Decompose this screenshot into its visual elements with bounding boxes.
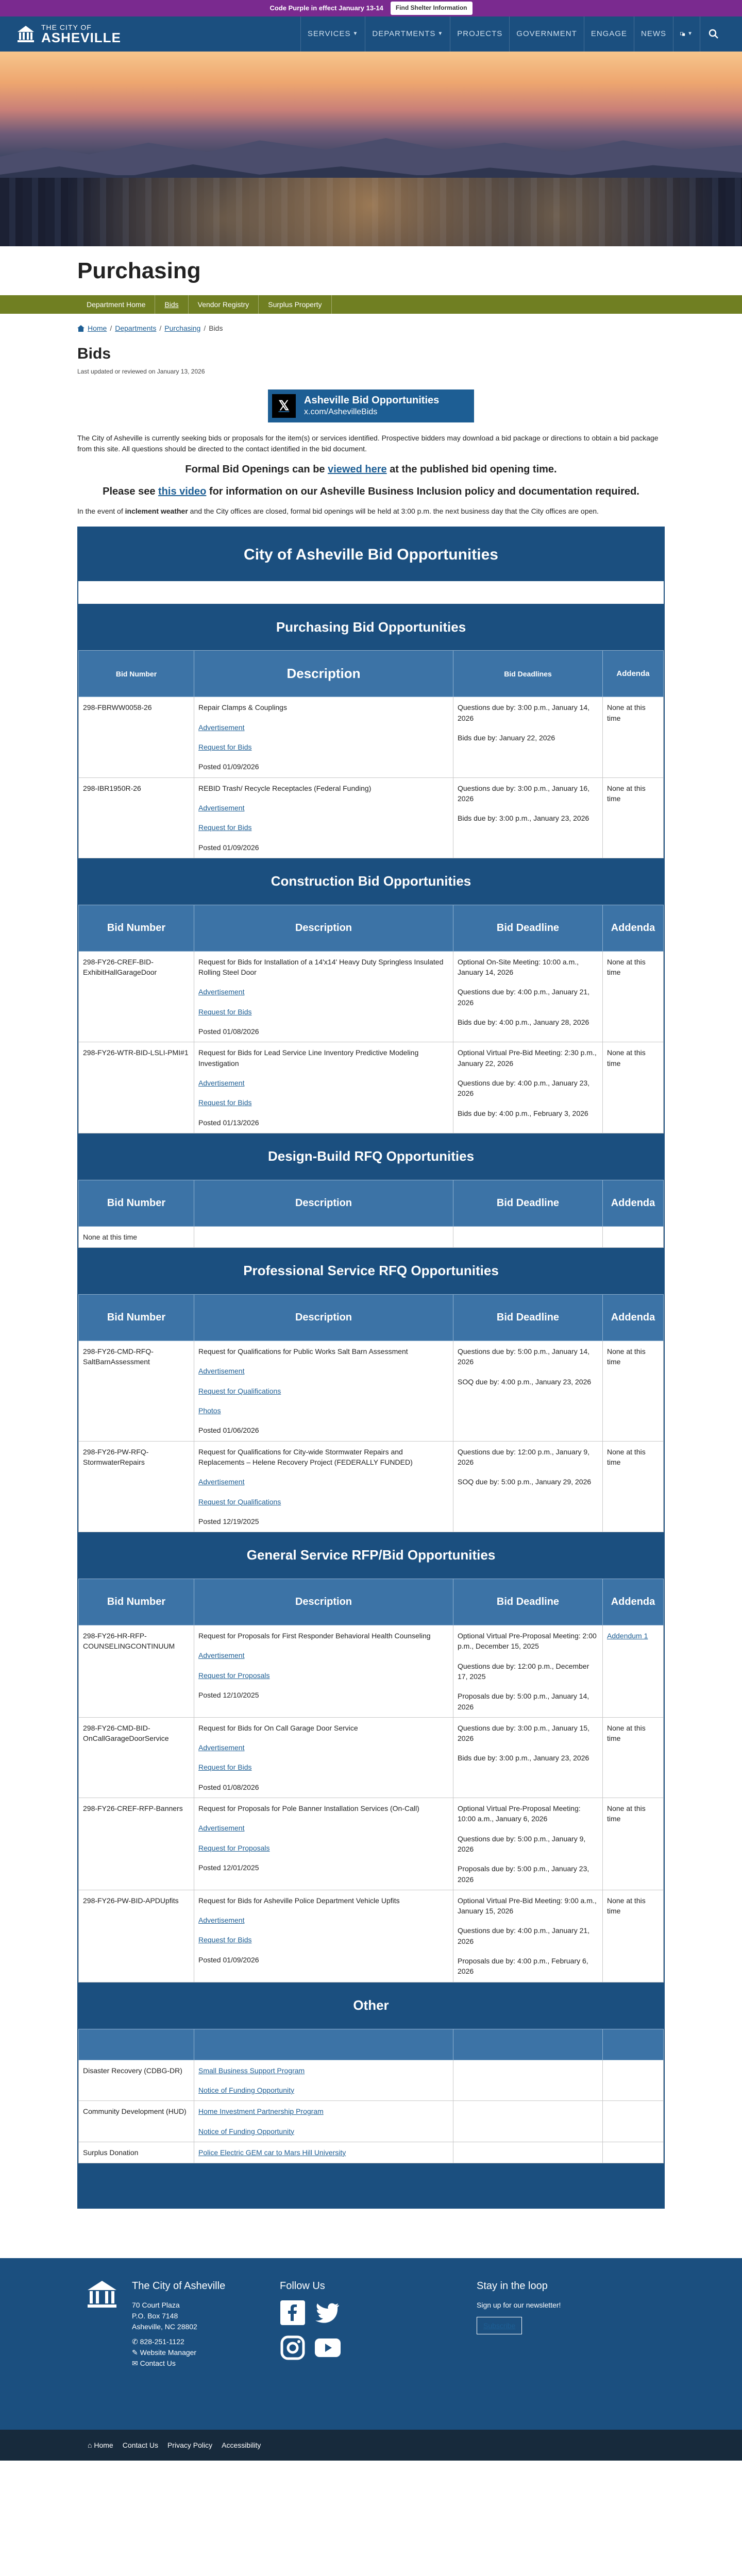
other-links (194, 2142, 453, 2163)
document-link[interactable]: Request for Bids (198, 743, 252, 752)
other-label: Disaster Recovery (CDBG-DR) (79, 2060, 194, 2101)
search-button[interactable] (700, 16, 727, 52)
banner-title: Asheville Bid Opportunities (304, 394, 440, 406)
footer-website-manager[interactable]: ✎ Website Manager (132, 2348, 197, 2357)
translate-button[interactable] (673, 16, 700, 52)
posted-date: Posted 01/08/2026 (198, 1783, 259, 1791)
search-icon (709, 29, 719, 39)
column-header: Bid Number (79, 651, 194, 697)
table-row (79, 1042, 664, 1133)
deadline-text: Questions due by: 5:00 p.m., January 9, 2026 (458, 1834, 586, 1853)
column-header: Description (194, 1579, 453, 1625)
column-header: Description (194, 651, 453, 697)
bid-description (194, 1717, 453, 1798)
deadline-text: Bids due by: 4:00 p.m., February 3, 2026 (458, 1109, 588, 1117)
nav-services-label: SERVICES (307, 29, 351, 39)
column-header: Bid Deadline (453, 1579, 603, 1625)
document-link[interactable]: Request for Proposals (198, 1671, 270, 1680)
this-video-link[interactable]: this video (158, 486, 207, 498)
document-link[interactable]: Request for Bids (198, 823, 252, 832)
nav-departments-label: DEPARTMENTS (372, 29, 436, 39)
bid-addenda: None at this time (603, 1042, 664, 1133)
logo-line1: THE CITY OF (41, 23, 92, 31)
document-link[interactable]: Request for Bids (198, 1007, 252, 1016)
page-title-bar (0, 246, 742, 295)
document-link[interactable]: Advertisement (198, 723, 245, 732)
deadline-text: Questions due by: 12:00 p.m., December 17, 2025 (458, 1662, 589, 1681)
column-header: Description (194, 1295, 453, 1341)
description-text: Request for Proposals for First Responder Behavioral Health Counseling (198, 1632, 431, 1640)
deadline-text: SOQ due by: 4:00 p.m., January 23, 2026 (458, 1377, 592, 1386)
document-link[interactable]: Photos (198, 1406, 221, 1415)
empty-cell (453, 2142, 603, 2163)
bid-openings-line: Formal Bid Openings can be viewed here at the published bid opening time. (185, 464, 557, 476)
section-title: Design-Build RFQ Opportunities (78, 1133, 664, 1180)
phone-icon: ✆ (132, 2337, 140, 2346)
footer-address-3: Asheville, NC 28802 (132, 2323, 197, 2331)
bid-deadlines (453, 951, 603, 1042)
facebook-icon[interactable] (280, 2300, 306, 2326)
logo-line2: ASHEVILLE (41, 30, 121, 45)
column-header: Bid Number (79, 1180, 194, 1226)
document-link[interactable]: Advertisement (198, 1367, 245, 1376)
deadline-text: Questions due by: 4:00 p.m., January 23, 2026 (458, 1078, 590, 1098)
bid-description (194, 1042, 453, 1133)
bid-number: 298-FY26-WTR-BID-LSLI-PMI#1 (79, 1042, 194, 1133)
document-link[interactable]: Request for Proposals (198, 1843, 270, 1852)
subnav-bids[interactable]: Bids (155, 295, 188, 314)
banner-handle: x.com/AshevilleBids (304, 407, 378, 416)
page-heading: Bids (77, 345, 111, 363)
posted-date: Posted 01/13/2026 (198, 1118, 259, 1127)
document-link[interactable]: Advertisement (198, 1078, 245, 1087)
bid-deadlines (453, 1625, 603, 1718)
board-title: City of Asheville Bid Opportunities (78, 528, 664, 581)
weather-notice: In the event of inclement weather and the City offices are closed, formal bid openings will be held at 3:00 p.m. the next business day that the City offices are open. (77, 507, 599, 516)
twitter-icon[interactable] (315, 2300, 341, 2326)
youtube-icon[interactable] (315, 2335, 341, 2361)
description-text: Request for Bids for Asheville Police Department Vehicle Upfits (198, 1896, 400, 1905)
bid-description (194, 1441, 453, 1532)
section-title: Construction Bid Opportunities (78, 858, 664, 905)
section-title: Purchasing Bid Opportunities (78, 604, 664, 650)
nav-departments[interactable] (365, 16, 450, 52)
table-row (79, 697, 664, 777)
pencil-icon: ✎ (132, 2348, 140, 2357)
document-link[interactable]: Request for Bids (198, 1936, 252, 1944)
table-row (79, 2060, 664, 2101)
top-navigation (0, 16, 742, 52)
subnav-surplus-property[interactable]: Surplus Property (259, 295, 331, 314)
column-header: Addenda (603, 905, 664, 951)
bid-deadlines (453, 1341, 603, 1441)
nav-news[interactable]: NEWS (634, 16, 673, 52)
bid-number: 298-IBR1950R-26 (79, 777, 194, 858)
document-link[interactable]: Request for Bids (198, 1763, 252, 1772)
column-header: Bid Number (79, 1579, 194, 1625)
breadcrumb-current: Bids (209, 324, 223, 332)
main-content (77, 314, 665, 2209)
deadline-text: Optional Virtual Pre-Proposal Meeting: 2:00 p.m., December 15, 2025 (458, 1632, 597, 1651)
bid-deadlines (453, 697, 603, 777)
bid-description (194, 1341, 453, 1441)
column-header: Addenda (603, 1579, 664, 1625)
deadline-text: Questions due by: 12:00 p.m., January 9, 2026 (458, 1447, 590, 1466)
breadcrumb-home[interactable]: Home (88, 324, 107, 332)
bottom-bar (0, 2430, 742, 2461)
table-row (79, 777, 664, 858)
deadline-text: Questions due by: 5:00 p.m., January 14, 2026 (458, 1347, 590, 1366)
document-link[interactable]: Request for Qualifications (198, 1497, 281, 1506)
empty-cell (603, 2142, 664, 2163)
bid-description (194, 1890, 453, 1982)
deadline-text: Bids due by: 3:00 p.m., January 23, 2026 (458, 1754, 589, 1762)
column-header: Bid Deadline (453, 1295, 603, 1341)
description-text: Request for Qualifications for Public Works Salt Barn Assessment (198, 1347, 408, 1356)
chevron-down-icon: ▼ (352, 30, 359, 37)
newsletter-text: Sign up for our newsletter! (477, 2301, 561, 2310)
mail-icon: ✉ (132, 2359, 140, 2368)
deadline-text: Questions due by: 4:00 p.m., January 21, 2026 (458, 988, 590, 1007)
table-row (79, 1226, 664, 1247)
document-link[interactable]: Request for Qualifications (198, 1386, 281, 1395)
empty-cell (603, 2101, 664, 2142)
other-links (194, 2060, 453, 2101)
deadline-text: Proposals due by: 4:00 p.m., February 6, 2026 (458, 1957, 588, 1976)
bid-addenda: None at this time (603, 1717, 664, 1798)
translate-icon (680, 29, 685, 39)
deadline-text: Questions due by: 3:00 p.m., January 14, 2026 (458, 703, 590, 722)
bid-addenda (603, 1226, 664, 1247)
column-header: Bid Deadline (453, 905, 603, 951)
deadline-text: Proposals due by: 5:00 p.m., January 23, 2026 (458, 1865, 589, 1884)
table-row (79, 951, 664, 1042)
deadline-text: Proposals due by: 5:00 p.m., January 14, 2026 (458, 1692, 589, 1711)
document-link[interactable]: Police Electric GEM car to Mars Hill University (198, 2148, 346, 2157)
section-title: Professional Service RFQ Opportunities (78, 1248, 664, 1294)
deadline-text: Questions due by: 4:00 p.m., January 21, 2026 (458, 1926, 590, 1945)
table-row (79, 2142, 664, 2163)
addendum-link[interactable]: Addendum 1 (607, 1632, 648, 1640)
department-subnav (0, 295, 742, 314)
column-header: Addenda (603, 651, 664, 697)
bid-number: 298-FBRWW0058-26 (79, 697, 194, 777)
nav-engage[interactable]: ENGAGE (584, 16, 634, 52)
deadline-text: Questions due by: 3:00 p.m., January 15, 2026 (458, 1723, 590, 1743)
bid-addenda: None at this time (603, 1890, 664, 1982)
breadcrumb: Home / Departments / Purchasing / Bids (77, 323, 665, 333)
section-title: General Service RFP/Bid Opportunities (78, 1532, 664, 1579)
city-seal-icon (15, 24, 36, 44)
description-text: Request for Proposals for Pole Banner Installation Services (On-Call) (198, 1804, 419, 1813)
document-link[interactable]: Advertisement (198, 988, 245, 996)
posted-date: Posted 12/19/2025 (198, 1517, 259, 1526)
page-title: Purchasing (77, 258, 201, 283)
nav-services[interactable] (300, 16, 365, 52)
viewed-here-link[interactable]: viewed here (328, 464, 387, 476)
empty-cell (603, 2060, 664, 2101)
shelter-info-button[interactable]: Find Shelter Information (391, 2, 473, 14)
table-row (79, 2101, 664, 2142)
bid-table (78, 650, 664, 858)
bid-description (194, 1226, 453, 1247)
column-header: Description (194, 905, 453, 951)
bid-number: 298-FY26-HR-RFP-COUNSELINGCONTINUUM (79, 1625, 194, 1718)
site-footer (0, 2258, 742, 2430)
bid-description (194, 1625, 453, 1718)
bid-addenda: None at this time (603, 1441, 664, 1532)
table-row (79, 1341, 664, 1441)
city-logo[interactable] (15, 24, 121, 44)
subscribe-button[interactable]: Subscribe (477, 2317, 522, 2334)
deadline-text: Optional Virtual Pre-Bid Meeting: 2:30 p.m., January 22, 2026 (458, 1048, 597, 1067)
document-link[interactable]: Notice of Funding Opportunity (198, 2086, 294, 2094)
bid-number: 298-FY26-CMD-RFQ-SaltBarnAssessment (79, 1341, 194, 1441)
other-title: Other (78, 1982, 664, 2029)
footer-address-2: P.O. Box 7148 (132, 2312, 178, 2320)
document-link[interactable]: Home Investment Partnership Program (198, 2107, 324, 2116)
bottom-privacy[interactable]: Privacy Policy (167, 2441, 213, 2449)
other-table (78, 2029, 664, 2163)
other-label: Surplus Donation (79, 2142, 194, 2163)
bid-number: 298-FY26-CREF-BID-ExhibitHallGarageDoor (79, 951, 194, 1042)
intro-text: The City of Asheville is currently seeking bids or proposals for the item(s) or services identified. Prospective bidders may download a bid package or directions to obtain a bid package from this site. All questions should be directed to the contact identified in the bid document. (77, 434, 659, 453)
document-link[interactable]: Small Business Support Program (198, 2066, 305, 2075)
bid-deadlines (453, 1717, 603, 1798)
posted-date: Posted 01/09/2026 (198, 843, 259, 852)
city-seal-icon (85, 2279, 120, 2310)
bid-addenda (603, 1625, 664, 1718)
last-updated: Last updated or reviewed on January 13, 2026 (77, 367, 205, 375)
bid-deadlines (453, 1798, 603, 1890)
description-text: Repair Clamps & Couplings (198, 703, 287, 712)
table-row (79, 1798, 664, 1890)
column-header: Bid Deadlines (453, 651, 603, 697)
subnav-department-home[interactable]: Department Home (77, 295, 155, 314)
breadcrumb-departments[interactable]: Departments (115, 324, 157, 332)
bid-description (194, 1798, 453, 1890)
bid-table (78, 905, 664, 1133)
hero-image (0, 52, 742, 246)
bid-table (78, 1294, 664, 1532)
alert-text: Code Purple in effect January 13-14 (269, 4, 383, 12)
posted-date: Posted 01/09/2026 (198, 762, 259, 771)
document-link[interactable]: Notice of Funding Opportunity (198, 2127, 294, 2136)
document-link[interactable]: Advertisement (198, 1478, 245, 1486)
bid-deadlines (453, 1890, 603, 1982)
bid-addenda: None at this time (603, 697, 664, 777)
posted-date: Posted 01/08/2026 (198, 1027, 259, 1036)
description-text: Request for Bids for Lead Service Line Inventory Predictive Modeling Investigation (198, 1048, 419, 1067)
bid-table (78, 1579, 664, 1982)
bid-number: 298-FY26-CREF-RFP-Banners (79, 1798, 194, 1890)
other-links (194, 2101, 453, 2142)
deadline-text: Optional Virtual Pre-Proposal Meeting: 10:00 a.m., January 6, 2026 (458, 1804, 581, 1823)
x-logo-icon: 𝕏 (272, 394, 296, 418)
document-link[interactable]: Advertisement (198, 803, 245, 812)
footer-org: The City of Asheville (132, 2280, 226, 2292)
posted-date: Posted 01/06/2026 (198, 1426, 259, 1435)
column-header: Description (194, 1180, 453, 1226)
document-link[interactable]: Advertisement (198, 1824, 245, 1833)
follow-us-heading: Follow Us (280, 2280, 325, 2292)
deadline-text: Optional On-Site Meeting: 10:00 a.m., January 14, 2026 (458, 957, 579, 977)
bid-deadlines (453, 1042, 603, 1133)
home-icon (77, 325, 85, 332)
posted-date: Posted 12/01/2025 (198, 1863, 259, 1872)
bid-description (194, 777, 453, 858)
bid-board (77, 527, 665, 2209)
deadline-text: Bids due by: 3:00 p.m., January 23, 2026 (458, 814, 589, 823)
main-menu (300, 16, 727, 52)
bid-addenda: None at this time (603, 951, 664, 1042)
bid-description (194, 951, 453, 1042)
deadline-text: Bids due by: 4:00 p.m., January 28, 2026 (458, 1018, 589, 1027)
deadline-text: Bids due by: January 22, 2026 (458, 734, 555, 742)
document-link[interactable]: Advertisement (198, 1743, 245, 1752)
footer-address-1: 70 Court Plaza (132, 2301, 180, 2310)
other-label: Community Development (HUD) (79, 2101, 194, 2142)
bid-description (194, 697, 453, 777)
posted-date: Posted 12/10/2025 (198, 1690, 259, 1699)
deadline-text: Questions due by: 3:00 p.m., January 16, 2026 (458, 784, 590, 803)
bottom-accessibility[interactable]: Accessibility (222, 2441, 261, 2449)
table-row (79, 1625, 664, 1718)
bid-deadlines (453, 1441, 603, 1532)
empty-cell (453, 2060, 603, 2101)
description-text: Request for Qualifications for City-wide Stormwater Repairs and Replacements – Helene Recovery Project (FEDERALLY FUNDED) (198, 1447, 413, 1466)
footer-contact[interactable]: ✉ Contact Us (132, 2359, 176, 2368)
bid-number: None at this time (79, 1226, 194, 1247)
document-link[interactable]: Advertisement (198, 1651, 245, 1660)
bid-number: 298-FY26-CMD-BID-OnCallGarageDoorService (79, 1717, 194, 1798)
bid-number: 298-FY26-PW-BID-APDUpfits (79, 1890, 194, 1982)
x-bid-banner[interactable] (268, 389, 474, 422)
chevron-down-icon: ▼ (687, 30, 693, 37)
home-icon: ⌂ (88, 2441, 94, 2449)
bid-table (78, 1180, 664, 1248)
nav-government[interactable]: GOVERNMENT (509, 16, 584, 52)
nav-projects[interactable]: PROJECTS (450, 16, 509, 52)
breadcrumb-purchasing[interactable]: Purchasing (164, 324, 201, 332)
column-header: Addenda (603, 1180, 664, 1226)
column-header: Addenda (603, 1295, 664, 1341)
document-link[interactable]: Request for Bids (198, 1098, 252, 1107)
bid-addenda: None at this time (603, 777, 664, 858)
description-text: Request for Bids for On Call Garage Door Service (198, 1723, 358, 1732)
table-row (79, 1890, 664, 1982)
bottom-home[interactable]: ⌂ Home (88, 2441, 113, 2449)
bid-addenda: None at this time (603, 1798, 664, 1890)
column-header: Bid Number (79, 1295, 194, 1341)
footer-phone[interactable]: ✆ 828-251-1122 (132, 2337, 184, 2346)
description-text: REBID Trash/ Recycle Receptacles (Federal Funding) (198, 784, 372, 792)
subnav-vendor-registry[interactable]: Vendor Registry (189, 295, 259, 314)
deadline-text: Optional Virtual Pre-Bid Meeting: 9:00 a.m., January 15, 2026 (458, 1896, 597, 1916)
bid-deadlines (453, 777, 603, 858)
video-line: Please see this video for information on our Asheville Business Inclusion policy and documentation required. (103, 486, 639, 498)
posted-date: Posted 01/09/2026 (198, 1955, 259, 1964)
document-link[interactable]: Advertisement (198, 1916, 245, 1925)
stay-in-loop-heading: Stay in the loop (477, 2280, 548, 2292)
bid-number: 298-FY26-PW-RFQ-StormwaterRepairs (79, 1441, 194, 1532)
column-header: Bid Number (79, 905, 194, 951)
chevron-down-icon: ▼ (437, 30, 444, 37)
bid-deadlines (453, 1226, 603, 1247)
bid-addenda: None at this time (603, 1341, 664, 1441)
bottom-contact[interactable]: Contact Us (122, 2441, 158, 2449)
table-row (79, 1441, 664, 1532)
table-row (79, 1717, 664, 1798)
instagram-icon[interactable] (280, 2335, 306, 2361)
alert-bar (0, 0, 742, 16)
deadline-text: SOQ due by: 5:00 p.m., January 29, 2026 (458, 1478, 592, 1486)
empty-cell (453, 2101, 603, 2142)
column-header: Bid Deadline (453, 1180, 603, 1226)
description-text: Request for Bids for Installation of a 14'x14' Heavy Duty Springless Insulated Rolling Steel Door (198, 957, 444, 977)
